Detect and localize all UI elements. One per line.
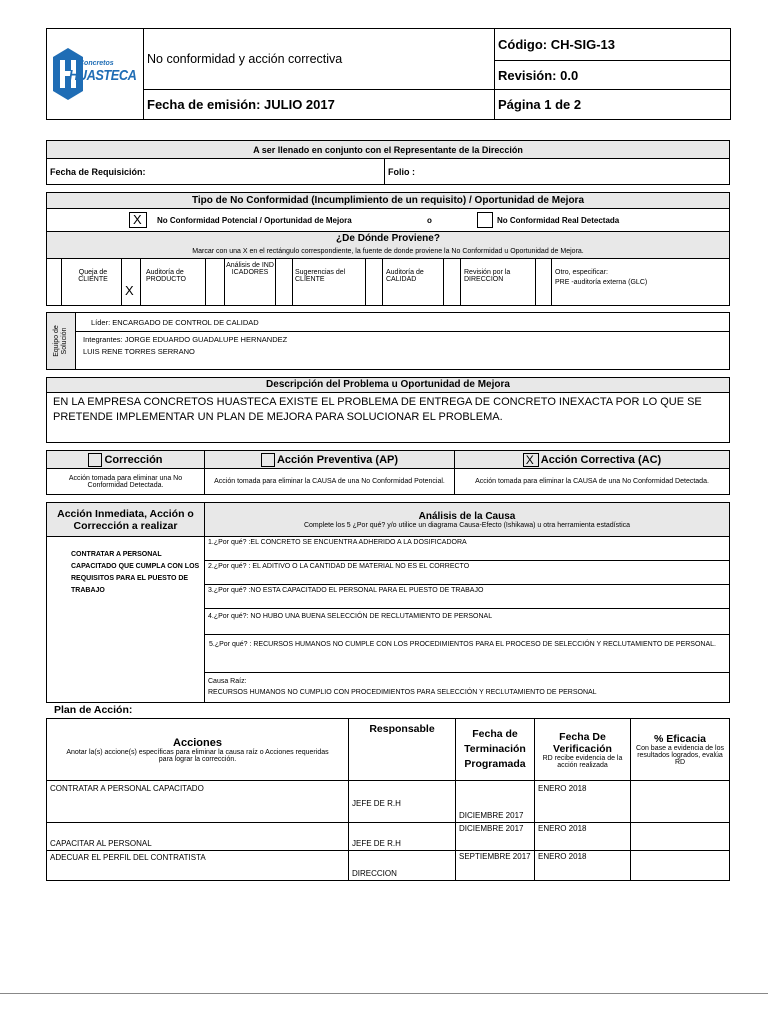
real-label: No Conformidad Real Detectada bbox=[497, 216, 620, 225]
doc-title-text: No conformidad y acción correctiva bbox=[147, 52, 343, 66]
plan-title: Plan de Acción: bbox=[54, 704, 133, 716]
proviene-instruction: Marcar con una X en el rectángulo correspondiente, la fuente de donde proviene la No Conformidad u Oportunidad de Mejora. bbox=[47, 246, 729, 259]
section-representante bbox=[46, 140, 730, 185]
revision bbox=[495, 61, 731, 90]
header-table bbox=[46, 28, 731, 120]
fecha-ver-cell: ENERO 2018 bbox=[535, 781, 631, 823]
responsable-cell: JEFE DE R.H bbox=[349, 823, 456, 851]
preventiva-checkbox[interactable] bbox=[261, 453, 275, 467]
real-checkbox[interactable] bbox=[477, 212, 493, 228]
lider-row bbox=[75, 313, 729, 332]
analisis-indicador: Análisis de INDICADORES bbox=[226, 262, 274, 276]
queja-cliente: Queja de CLIENTE bbox=[78, 269, 108, 283]
correccion-cell bbox=[47, 451, 205, 469]
otro-valor: PRE -auditoría externa (GLC) bbox=[555, 279, 648, 286]
correccion-label: Corrección bbox=[104, 453, 163, 466]
h-acciones: Acciones bbox=[173, 736, 222, 749]
fecha-term-cell: DICIEMBRE 2017 bbox=[456, 823, 535, 851]
h-fecha-term: Fecha de Terminación Programada bbox=[456, 719, 535, 781]
table-row bbox=[47, 823, 730, 851]
eficacia-cell bbox=[631, 781, 730, 823]
analisis-table bbox=[46, 502, 730, 703]
tipo-section bbox=[46, 192, 730, 306]
o-label: o bbox=[427, 216, 432, 225]
porque-5: 5.¿Por qué? : RECURSOS HUMANOS NO CUMPLE CON LOS PROCEDIMIENTOS PARA EL PROCESO DE SELECCIÓN Y RECLUTAMIENTO DE PERSONAL. bbox=[205, 635, 730, 673]
potencial-x-mark: X bbox=[133, 212, 142, 227]
logo-big-text: HUASTECA bbox=[69, 67, 137, 84]
analisis-subheading: Complete los 5 ¿Por qué? y/o utilice un diagrama Causa-Efecto (Ishikawa) u otra herramienta estadística bbox=[303, 521, 631, 529]
causa-raiz-label: Causa Raíz: bbox=[208, 678, 247, 685]
integrante-1: Integrantes: JORGE EDUARDO GUADALUPE HERNANDEZ bbox=[83, 335, 288, 344]
logo-small-text: Concretos bbox=[79, 60, 114, 67]
queja-checkbox[interactable] bbox=[121, 259, 141, 306]
correccion-desc: Acción tomada para eliminar una No Conformidad Detectada. bbox=[47, 469, 205, 495]
descripcion-section bbox=[46, 377, 730, 443]
analisis-heading: Análisis de la Causa bbox=[418, 510, 516, 522]
fecha-requisicion: Fecha de Requisición: bbox=[47, 159, 385, 185]
porque-1: 1.¿Por qué? :EL CONCRETO SE ENCUENTRA ADHERIDO A LA DOSIFICADORA bbox=[205, 537, 730, 561]
causa-raiz-text: RECURSOS HUMANOS NO CUMPLIO CON PROCEDIMIENTOS PARA SELECCIÓN Y RECLUTAMIENTO DE PERSONAL bbox=[208, 689, 597, 696]
h-fecha-ver-cell bbox=[535, 719, 631, 781]
auditoria-producto-checkbox[interactable] bbox=[205, 259, 225, 306]
equipo-section bbox=[46, 312, 730, 370]
inmediata-cell bbox=[47, 537, 205, 703]
sugerencias-checkbox[interactable] bbox=[365, 259, 383, 306]
fecha-ver-cell: ENERO 2018 bbox=[535, 823, 631, 851]
sources-row bbox=[47, 259, 729, 306]
h-acciones-sub: Anotar la(s) accione(s) específicas para eliminar la causa raíz o Acciones requeridas para lograr la corrección. bbox=[66, 748, 329, 763]
correccion-checkbox[interactable] bbox=[88, 453, 102, 467]
preventiva-label: Acción Preventiva (AP) bbox=[276, 453, 399, 466]
correctiva-desc: Acción tomada para eliminar la CAUSA de una No Conformidad Detectada. bbox=[455, 469, 730, 495]
correctiva-label: Acción Correctiva (AC) bbox=[540, 453, 662, 466]
potencial-label: No Conformidad Potencial / Oportunidad de Mejora bbox=[157, 216, 352, 225]
section-heading: A ser llenado en conjunto con el Representante de la Dirección bbox=[47, 141, 730, 159]
responsable-cell: JEFE DE R.H bbox=[349, 781, 456, 823]
h-eficacia: % Eficacia bbox=[654, 733, 706, 745]
auditoria-calidad-checkbox[interactable] bbox=[443, 259, 461, 306]
h-fecha-ver: Fecha De Verificación bbox=[553, 730, 612, 755]
fecha-emision-text: Fecha de emisión: JULIO 2017 bbox=[147, 97, 335, 112]
fecha-ver-cell: ENERO 2018 bbox=[535, 851, 631, 881]
queja-x-mark: X bbox=[125, 283, 134, 298]
accion-tipo-table bbox=[46, 450, 730, 495]
causa-raiz-cell bbox=[205, 673, 730, 703]
codigo bbox=[495, 29, 731, 61]
potencial-checkbox[interactable] bbox=[129, 212, 147, 228]
porque-2: 2.¿Por qué? : EL ADITIVO O LA CANTIDAD DE MATERIAL NO ES EL CORRECTO bbox=[205, 561, 730, 585]
eficacia-cell bbox=[631, 851, 730, 881]
porque-4: 4.¿Por qué?: NO HUBO UNA BUENA SELECCIÓN DE RECLUTAMIENTO DE PERSONAL bbox=[205, 609, 730, 635]
revision-text: Revisión: 0.0 bbox=[498, 67, 579, 83]
accion-cell: ADECUAR EL PERFIL DEL CONTRATISTA bbox=[47, 851, 349, 881]
sources-lead-cell bbox=[47, 259, 62, 306]
revision-direccion: Revisión por la DIRECCION bbox=[464, 269, 511, 283]
h-responsable: Responsable bbox=[349, 719, 456, 781]
inmediata-heading: Acción Inmediata, Acción o Corrección a realizar bbox=[47, 503, 205, 537]
table-row bbox=[47, 781, 730, 823]
logo-cell bbox=[47, 29, 144, 120]
proviene-heading: ¿De Dónde Proviene? bbox=[47, 232, 729, 246]
fecha-emision bbox=[144, 90, 495, 120]
equipo-label-text: Equipo de Solución bbox=[53, 325, 68, 357]
accion-cell: CONTRATAR A PERSONAL CAPACITADO bbox=[47, 781, 349, 823]
codigo-text: Código: CH-SIG-13 bbox=[498, 37, 615, 52]
eficacia-cell bbox=[631, 823, 730, 851]
plan-table bbox=[46, 718, 730, 881]
otro-especificar: Otro, especificar: bbox=[555, 269, 608, 276]
revision-direccion-checkbox[interactable] bbox=[535, 259, 552, 306]
table-row bbox=[47, 851, 730, 881]
tipo-heading: Tipo de No Conformidad (Incumplimiento de un requisito) / Oportunidad de Mejora bbox=[47, 193, 729, 209]
page-bottom-divider bbox=[0, 993, 768, 994]
h-acciones-cell bbox=[47, 719, 349, 781]
h-fecha-ver-sub: RD recibe evidencia de la acción realizada bbox=[542, 754, 623, 769]
h-eficacia-cell bbox=[631, 719, 730, 781]
accion-cell: CAPACITAR AL PERSONAL bbox=[47, 823, 349, 851]
doc-title bbox=[144, 29, 495, 90]
pagina-text: Página 1 de 2 bbox=[498, 97, 582, 112]
responsable-cell: DIRECCION bbox=[349, 851, 456, 881]
analisis-heading-cell bbox=[205, 503, 730, 537]
descripcion-heading: Descripción del Problema u Oportunidad de Mejora bbox=[47, 378, 729, 393]
analisis-indicador-checkbox[interactable] bbox=[275, 259, 293, 306]
fecha-term-cell: DICIEMBRE 2017 bbox=[456, 781, 535, 823]
sugerencias-cliente: Sugerencias del CLIENTE bbox=[295, 269, 346, 283]
tipo-options-row bbox=[47, 209, 729, 232]
equipo-label bbox=[47, 313, 76, 369]
descripcion-text: EN LA EMPRESA CONCRETOS HUASTECA EXISTE EL PROBLEMA DE ENTREGA DE CONCRETO INEXACTA POR LO QUE SE PRETENDE IMPLEMENTAR UN PLAN DE MEJORA PARA SOLUCIONAR EL PROBLEMA. bbox=[53, 396, 702, 423]
porque-3: 3.¿Por qué? :NO ESTA CAPACITADO EL PERSONAL PARA EL PUESTO DE TRABAJO bbox=[205, 585, 730, 609]
correctiva-cell bbox=[455, 451, 730, 469]
integrante-2: LUIS RENE TORRES SERRANO bbox=[83, 347, 195, 356]
pagina bbox=[495, 90, 731, 120]
fecha-term-cell: SEPTIEMBRE 2017 bbox=[456, 851, 535, 881]
company-logo bbox=[47, 30, 142, 118]
inmediata-text: CONTRATAR A PERSONAL CAPACITADO QUE CUMPLA CON LOS REQUISITOS PARA EL PUESTO DE TRABAJO bbox=[71, 551, 200, 594]
preventiva-desc: Acción tomada para eliminar la CAUSA de una No Conformidad Potencial. bbox=[205, 469, 455, 495]
folio: Folio : bbox=[385, 159, 730, 185]
preventiva-cell bbox=[205, 451, 455, 469]
correctiva-checkbox[interactable] bbox=[523, 453, 539, 467]
auditoria-calidad: Auditoría de CALIDAD bbox=[386, 269, 424, 283]
h-eficacia-sub: Con base a evidencia de los resultados logrados, evalúa RD bbox=[636, 745, 724, 766]
correctiva-x-mark: X bbox=[525, 452, 534, 467]
lider-text: Líder: ENCARGADO DE CONTROL DE CALIDAD bbox=[91, 318, 259, 327]
auditoria-producto: Auditoría de PRODUCTO bbox=[146, 269, 186, 283]
